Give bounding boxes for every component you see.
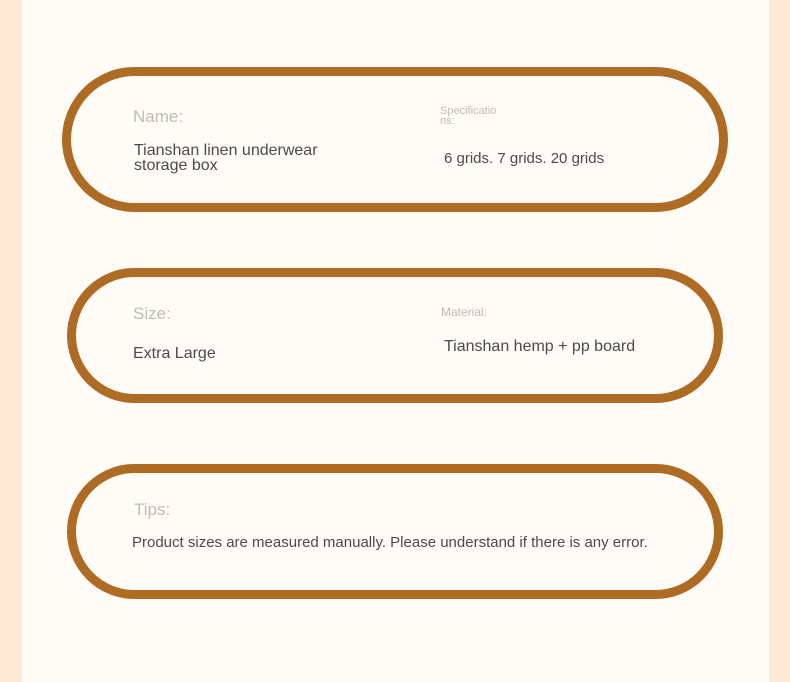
name-label: Name: [133, 107, 184, 126]
name-value: Tianshan linen underwear storage box [134, 142, 318, 174]
tips-card [67, 464, 723, 599]
material-value: Tianshan hemp + pp board [444, 338, 636, 355]
material-label: Material: [441, 305, 488, 319]
specifications-value: 6 grids. 7 grids. 20 grids [444, 150, 605, 167]
size-label: Size: [133, 304, 171, 323]
tips-text: Product sizes are measured manually. Please understand if there is any error. [132, 534, 648, 551]
product-info-card-name [62, 67, 728, 212]
product-info-card-size [67, 268, 723, 403]
specifications-label: Specifications: [440, 105, 497, 127]
tips-label: Tips: [134, 500, 171, 519]
size-value: Extra Large [133, 345, 216, 362]
